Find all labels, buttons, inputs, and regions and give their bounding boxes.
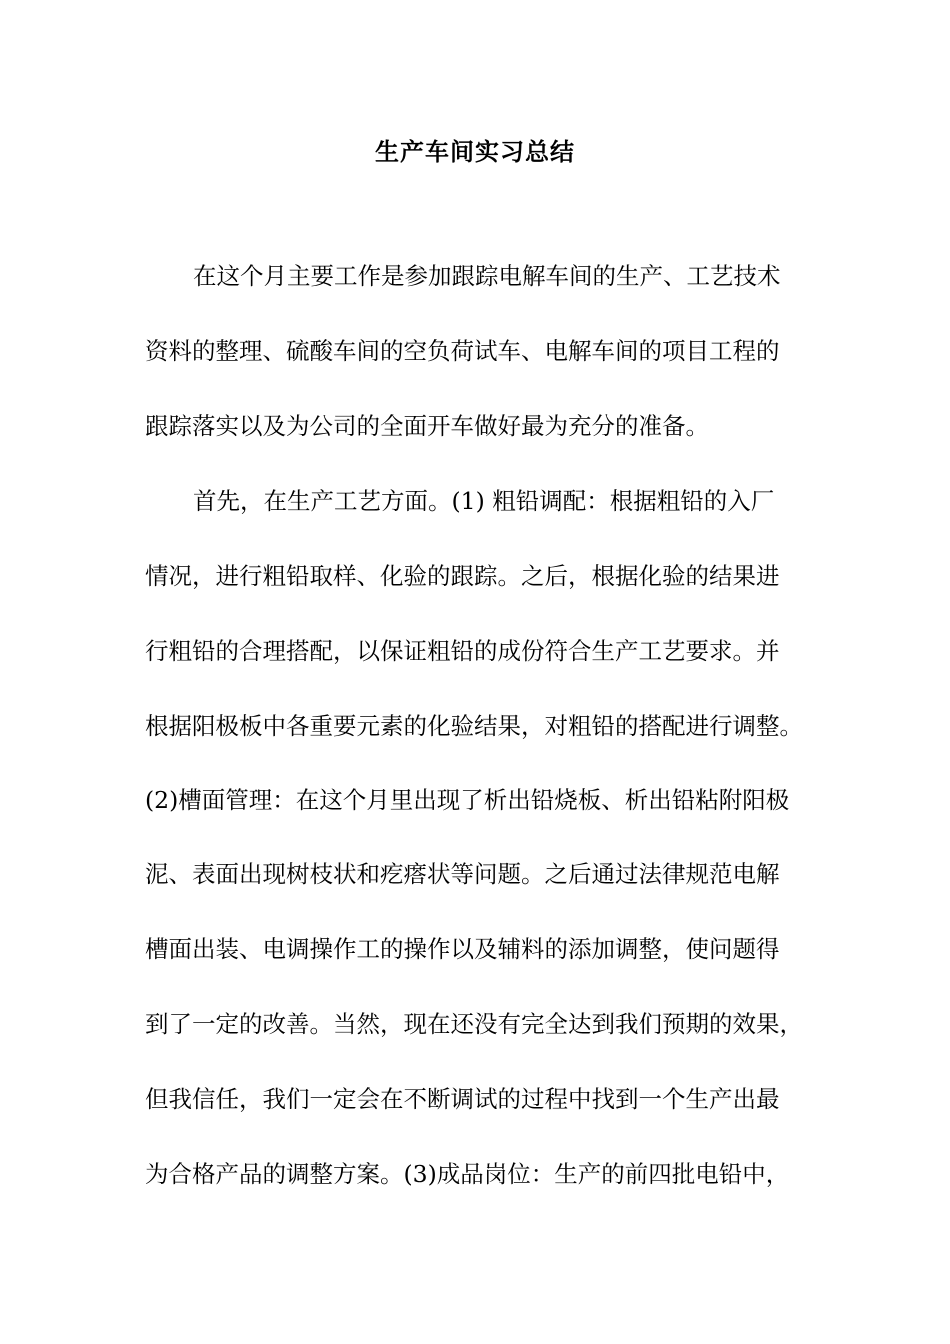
paragraph-2-line-4: 根据阳极板中各重要元素的化验结果，对粗铅的搭配进行调整。 (145, 712, 803, 740)
paragraph-1-line-3: 跟踪落实以及为公司的全面开车做好最为充分的准备。 (145, 412, 709, 440)
paragraph-2-line-9: 但我信任，我们一定会在不断调试的过程中找到一个生产出最 (145, 1085, 780, 1113)
paragraph-2-line-3: 行粗铅的合理搭配，以保证粗铅的成份符合生产工艺要求。并 (145, 637, 780, 665)
paragraph-1-line-2: 资料的整理、硫酸车间的空负荷试车、电解车间的项目工程的 (145, 337, 780, 365)
page-title: 生产车间实习总结 (375, 138, 575, 166)
paragraph-2-line-10: 为合格产品的调整方案。(3)成品岗位：生产的前四批电铅中， (145, 1160, 790, 1188)
paragraph-2-line-2: 情况，进行粗铅取样、化验的跟踪。之后，根据化验的结果进 (145, 562, 780, 590)
paragraph-2-line-1: 首先，在生产工艺方面。(1) 粗铅调配：根据粗铅的入厂 (193, 487, 775, 515)
paragraph-2-line-7: 槽面出装、电调操作工的操作以及辅料的添加调整，使问题得 (145, 935, 780, 963)
paragraph-1-line-1: 在这个月主要工作是参加跟踪电解车间的生产、工艺技术 (193, 262, 781, 290)
paragraph-2-line-6: 泥、表面出现树枝状和疙瘩状等问题。之后通过法律规范电解 (145, 860, 780, 888)
paragraph-2-line-8: 到了一定的改善。当然，现在还没有完全达到我们预期的效果， (145, 1010, 803, 1038)
paragraph-2-line-5: (2)槽面管理：在这个月里出现了析出铅烧板、析出铅粘附阳极 (145, 786, 790, 814)
